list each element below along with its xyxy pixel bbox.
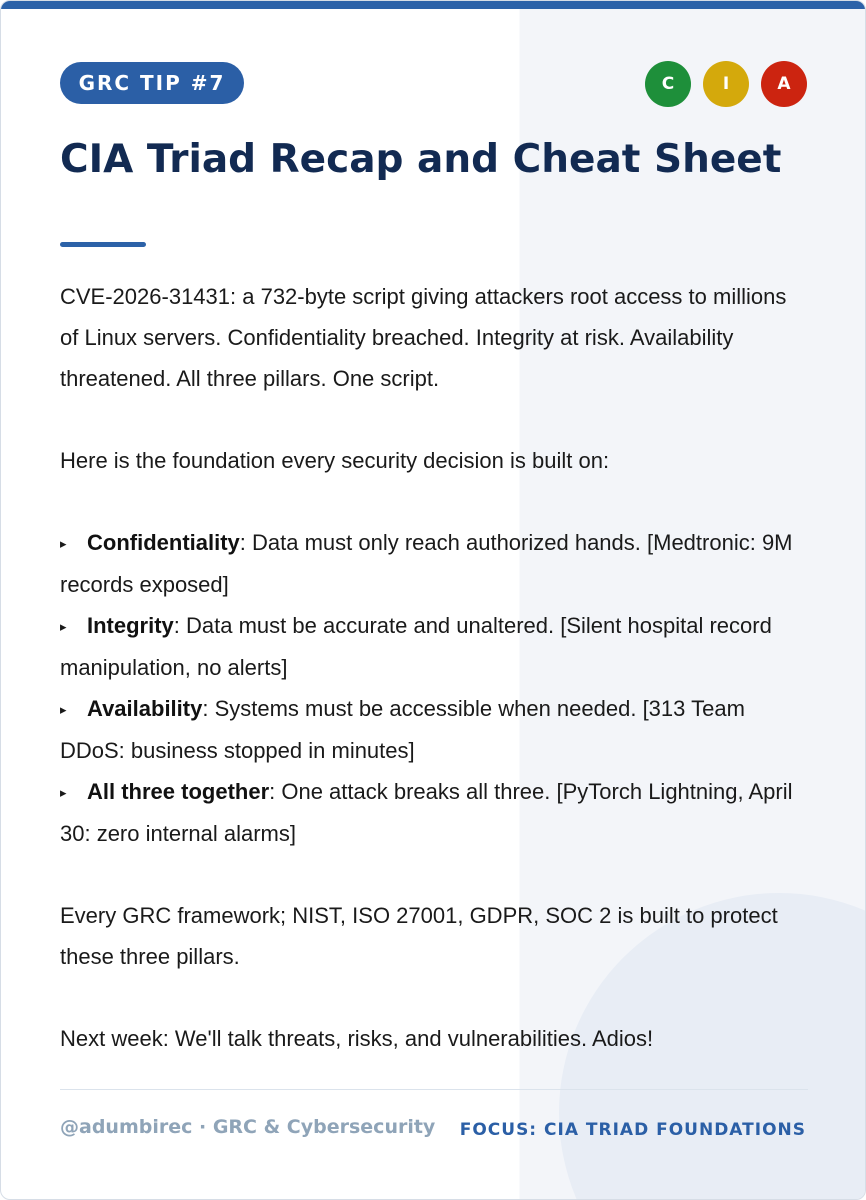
sign-off-paragraph: Next week: We'll talk threats, risks, and vulnerabilities. Adios! [60, 1026, 654, 1051]
bullet-integrity [60, 605, 808, 688]
cia-dots [645, 61, 807, 107]
bullet-marker-icon: ▸ [60, 702, 67, 717]
bullet-text: : Data must be accurate and unaltered. [Silent hospital record manipulation, no alerts] [60, 613, 772, 680]
bullet-marker-icon: ▸ [60, 619, 67, 634]
bullet-availability [60, 688, 808, 771]
bullet-term: Confidentiality [87, 530, 240, 555]
bullet-term: Availability [87, 696, 203, 721]
top-accent-bar [1, 1, 865, 9]
tip-badge: GRC TIP #7 [60, 62, 244, 104]
intro-paragraph: CVE-2026-31431: a 732-byte script giving attackers root access to millions of Linux servers. Confidentiality breached. Integrity at risk. Availability threatened. All three pillars. One script. [60, 284, 787, 391]
author-handle: @adumbirec · GRC & Cybersecurity [60, 1116, 436, 1138]
bullet-marker-icon: ▸ [60, 536, 67, 551]
bullet-all-three [60, 771, 808, 854]
integrity-dot: I [703, 61, 749, 107]
bullet-marker-icon: ▸ [60, 785, 67, 800]
bullet-term: Integrity [87, 613, 174, 638]
lead-in-paragraph: Here is the foundation every security decision is built on: [60, 448, 610, 473]
frameworks-paragraph: Every GRC framework; NIST, ISO 27001, GDPR, SOC 2 is built to protect these three pillars. [60, 903, 778, 969]
focus-label: FOCUS: CIA TRIAD FOUNDATIONS [459, 1120, 806, 1140]
title-underline [60, 242, 146, 247]
bullet-text: : Systems must be accessible when needed. [313 Team DDoS: business stopped in minutes] [60, 696, 745, 763]
footer-divider [60, 1089, 808, 1090]
page-title: CIA Triad Recap and Cheat Sheet [60, 137, 782, 182]
bullet-term: All three together [87, 779, 270, 804]
bullet-confidentiality [60, 522, 808, 605]
confidentiality-dot: C [645, 61, 691, 107]
availability-dot: A [761, 61, 807, 107]
tip-body [60, 276, 808, 1059]
bullet-text: : One attack breaks all three. [PyTorch Lightning, April 30: zero internal alarms] [60, 779, 793, 846]
bullet-text: : Data must only reach authorized hands. [Medtronic: 9M records exposed] [60, 530, 793, 597]
